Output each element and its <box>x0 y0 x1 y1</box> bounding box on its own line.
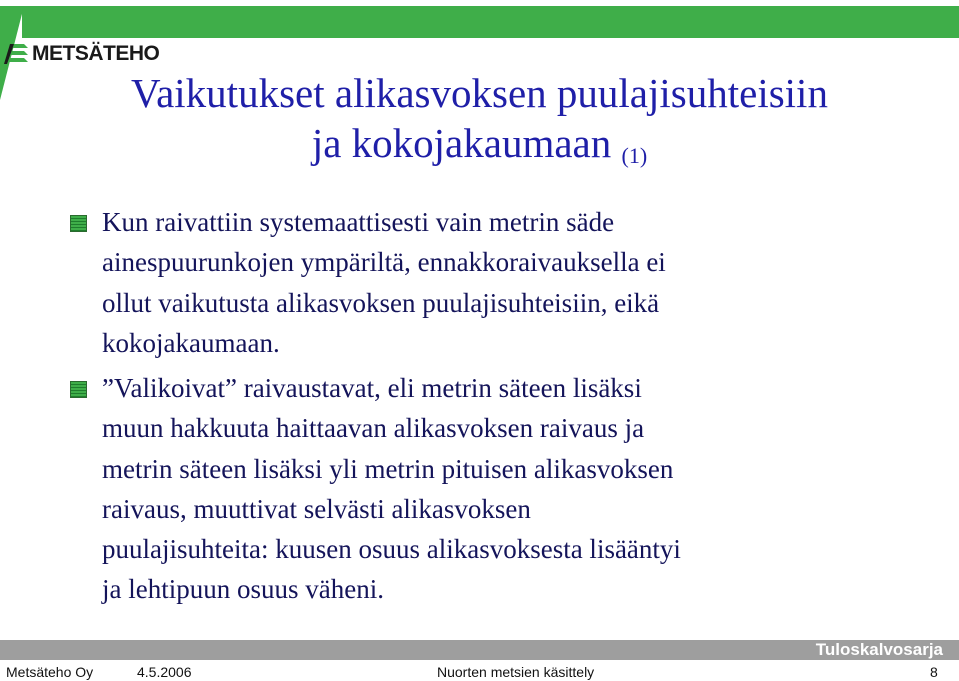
title-line-2-text: ja kokojakaumaan <box>311 120 612 166</box>
bullet-1-line: Kun raivattiin systemaattisesti vain metrin säde <box>102 207 615 237</box>
bullet-1-line: kokojakaumaan. <box>102 327 280 358</box>
slide-title <box>0 68 959 181</box>
bullet-1 <box>102 202 862 363</box>
header-green-bar <box>22 6 959 38</box>
bullet-2-line: muun hakkuuta haittaavan alikasvoksen raivaus ja <box>102 413 645 444</box>
bullet-1-line: ainespuurunkojen ympäriltä, ennakkoraivauksella ei <box>102 247 666 278</box>
footer-date: 4.5.2006 <box>137 664 192 680</box>
bullet-1-line: ollut vaikutusta alikasvoksen puulajisuhteisiin, eikä <box>102 287 660 318</box>
bullet-2-line: ja lehtipuun osuus väheni. <box>102 574 384 605</box>
footer-page-number: 8 <box>930 664 938 680</box>
bullet-square-icon <box>70 381 87 398</box>
bullet-2-line: raivaus, muuttivat selvästi alikasvoksen <box>102 493 531 524</box>
metsateho-logo <box>4 42 159 66</box>
footer-topic: Nuorten metsien käsittely <box>437 664 595 680</box>
logo-text: METSÄTEHO <box>32 42 160 65</box>
bullet-2-line: puulajisuhteita: kuusen osuus alikasvoksesta lisääntyi <box>102 534 681 565</box>
footer-brand: Tuloskalvosarja <box>815 640 943 659</box>
logo-mark-icon <box>4 42 30 66</box>
title-suffix: (1) <box>621 143 648 168</box>
footer-organization: Metsäteho Oy <box>6 664 94 680</box>
bullet-2 <box>102 368 862 610</box>
title-line-2 <box>0 118 959 181</box>
bullet-square-icon <box>70 215 87 232</box>
bullet-2-line: ”Valikoivat” raivaustavat, eli metrin säteen lisäksi <box>102 373 642 403</box>
bullet-2-line: metrin säteen lisäksi yli metrin pituisen alikasvoksen <box>102 453 674 484</box>
title-line-1: Vaikutukset alikasvoksen puulajisuhteisiin <box>131 70 828 116</box>
